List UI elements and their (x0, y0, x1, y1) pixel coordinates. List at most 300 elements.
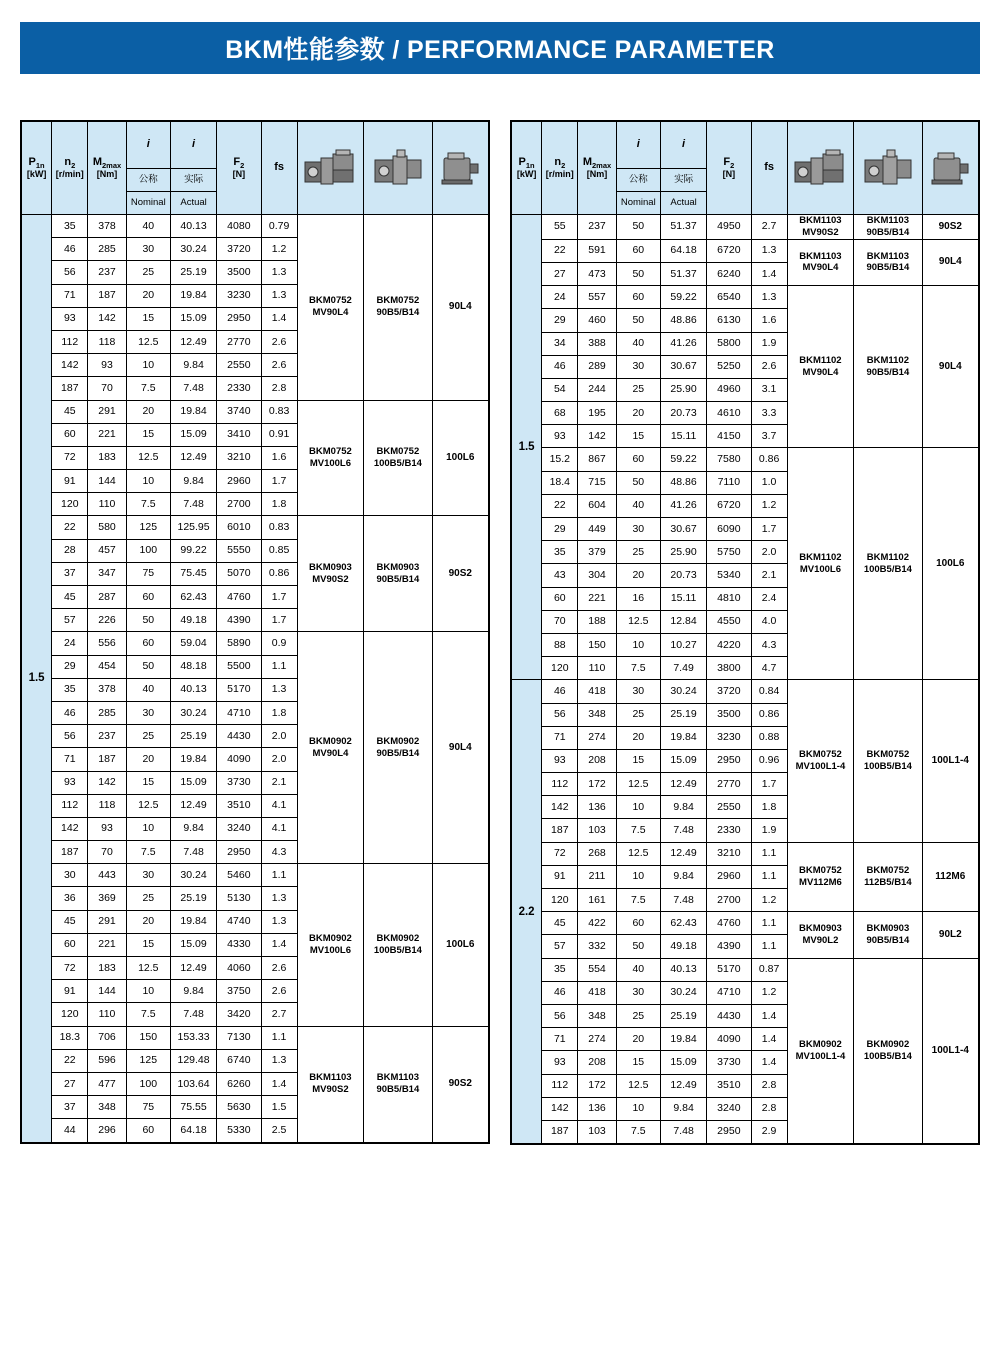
cell-i-actual: 30.24 (170, 864, 216, 887)
cell-m2max: 460 (578, 309, 616, 332)
cell-m2max: 118 (88, 794, 126, 817)
cell-n2: 120 (542, 657, 578, 680)
cell-motor-size: 90L4 (922, 239, 978, 285)
cell-motor-size: 112M6 (922, 842, 978, 912)
cell-n2: 112 (52, 794, 88, 817)
cell-f2: 2960 (217, 470, 261, 493)
cell-pin: 2.2 (512, 680, 542, 1144)
cell-m2max: 172 (578, 1074, 616, 1097)
cell-f2: 2330 (217, 377, 261, 400)
cell-n2: 60 (52, 933, 88, 956)
cell-f2: 6130 (707, 309, 751, 332)
cell-f2: 3500 (707, 703, 751, 726)
cell-i-nominal: 25 (126, 887, 170, 910)
cell-i-actual: 19.84 (170, 284, 216, 307)
cell-n2: 45 (52, 910, 88, 933)
cell-pin: 1.5 (512, 215, 542, 680)
cell-fs: 1.1 (751, 935, 787, 958)
cell-i-nominal: 7.5 (616, 1120, 660, 1143)
cell-m2max: 237 (578, 215, 616, 240)
cell-model-flange: BKM1102 90B5/B14 (854, 286, 922, 448)
cell-i-actual: 25.90 (660, 541, 706, 564)
cell-n2: 18.3 (52, 1026, 88, 1049)
cell-fs: 1.2 (751, 889, 787, 912)
cell-n2: 72 (542, 842, 578, 865)
cell-i-nominal: 25 (126, 261, 170, 284)
cell-i-nominal: 12.5 (126, 446, 170, 469)
cell-i-nominal: 7.5 (126, 377, 170, 400)
cell-n2: 46 (542, 680, 578, 703)
n2-unit: [r/min] (55, 168, 84, 179)
table-row (512, 239, 979, 262)
cell-i-nominal: 25 (616, 703, 660, 726)
cell-i-nominal: 30 (616, 680, 660, 703)
cell-i-actual: 12.49 (170, 957, 216, 980)
cell-n2: 56 (52, 725, 88, 748)
cell-n2: 187 (542, 1120, 578, 1143)
cell-f2: 5500 (217, 655, 261, 678)
cell-n2: 57 (542, 935, 578, 958)
cell-f2: 5170 (217, 678, 261, 701)
cell-i-nominal: 40 (126, 678, 170, 701)
table-row (22, 864, 489, 887)
gearbox-flange-icon (854, 122, 922, 215)
cell-i-nominal: 7.5 (126, 841, 170, 864)
cell-n2: 142 (542, 1097, 578, 1120)
cell-i-actual: 7.49 (660, 657, 706, 680)
cell-fs: 1.7 (261, 470, 297, 493)
cell-i-actual: 48.86 (660, 309, 706, 332)
cell-m2max: 161 (578, 889, 616, 912)
cell-model-flange: BKM1103 90B5/B14 (854, 239, 922, 285)
cell-n2: 71 (52, 284, 88, 307)
cell-f2: 4810 (707, 587, 751, 610)
cell-i-nominal: 15 (616, 425, 660, 448)
cell-fs: 0.85 (261, 539, 297, 562)
cell-f2: 3510 (707, 1074, 751, 1097)
cell-m2max: 110 (88, 493, 126, 516)
cell-f2: 5800 (707, 332, 751, 355)
cell-i-actual: 20.73 (660, 402, 706, 425)
cell-n2: 55 (542, 215, 578, 240)
cell-m2max: 183 (88, 957, 126, 980)
cell-n2: 18.4 (542, 471, 578, 494)
cell-i-actual: 25.19 (170, 261, 216, 284)
col-header-pin: $P_{1n}$ [kW] (512, 122, 542, 215)
cell-n2: 68 (542, 402, 578, 425)
cell-f2: 4090 (217, 748, 261, 771)
cell-motor-size: 90L2 (922, 912, 978, 958)
cell-i-nominal: 15 (616, 749, 660, 772)
cell-model-motor: BKM0752 MV100L1-4 (787, 680, 853, 842)
cell-fs: 2.8 (751, 1097, 787, 1120)
cell-f2: 5460 (217, 864, 261, 887)
cell-i-actual: 40.13 (170, 678, 216, 701)
cell-m2max: 136 (578, 1097, 616, 1120)
cell-i-nominal: 25 (126, 725, 170, 748)
col-header-i-nominal-cn: 公称 (616, 169, 660, 192)
cell-i-actual: 20.73 (660, 564, 706, 587)
cell-fs: 2.6 (261, 354, 297, 377)
cell-m2max: 103 (578, 1120, 616, 1143)
cell-f2: 4220 (707, 633, 751, 656)
cell-model-flange: BKM1103 90B5/B14 (854, 215, 922, 240)
cell-fs: 2.0 (261, 725, 297, 748)
cell-f2: 2770 (707, 773, 751, 796)
cell-f2: 3510 (217, 794, 261, 817)
cell-fs: 1.3 (751, 239, 787, 262)
cell-model-flange: BKM0902 100B5/B14 (854, 958, 922, 1144)
cell-i-nominal: 20 (126, 400, 170, 423)
cell-fs: 1.3 (261, 910, 297, 933)
cell-i-actual: 30.24 (170, 701, 216, 724)
cell-m2max: 285 (88, 701, 126, 724)
col-header-fs (751, 122, 787, 215)
table-row (512, 680, 979, 703)
cell-m2max: 348 (578, 703, 616, 726)
cell-i-nominal: 20 (126, 748, 170, 771)
cell-n2: 37 (52, 562, 88, 585)
cell-i-nominal: 25 (616, 378, 660, 401)
pin-unit: [kW] (26, 168, 47, 179)
cell-m2max: 457 (88, 539, 126, 562)
cell-fs: 1.3 (261, 261, 297, 284)
col-header-pin: $P_{1n}$ [kW] (22, 122, 52, 215)
cell-m2max: 93 (88, 817, 126, 840)
table-row (512, 215, 979, 240)
cell-i-actual: 30.24 (660, 981, 706, 1004)
cell-f2: 5250 (707, 355, 751, 378)
cell-m2max: 142 (578, 425, 616, 448)
cell-f2: 4740 (217, 910, 261, 933)
cell-i-nominal: 60 (616, 239, 660, 262)
cell-fs: 1.7 (261, 609, 297, 632)
cell-i-actual: 12.49 (660, 1074, 706, 1097)
col-header-i-nominal-en: Nominal (126, 192, 170, 215)
cell-i-nominal: 7.5 (616, 657, 660, 680)
cell-i-actual: 12.84 (660, 610, 706, 633)
col-header-i-actual-cn: 实际 (660, 169, 706, 192)
cell-model-motor: BKM0903 MV90L2 (787, 912, 853, 958)
cell-i-actual: 9.84 (170, 980, 216, 1003)
cell-m2max: 347 (88, 562, 126, 585)
cell-n2: 91 (52, 980, 88, 1003)
cell-m2max: 221 (88, 933, 126, 956)
cell-n2: 60 (542, 587, 578, 610)
cell-m2max: 110 (578, 657, 616, 680)
cell-n2: 71 (542, 1028, 578, 1051)
cell-i-nominal: 12.5 (616, 773, 660, 796)
cell-i-nominal: 20 (126, 284, 170, 307)
cell-m2max: 304 (578, 564, 616, 587)
cell-fs: 1.4 (261, 1072, 297, 1095)
cell-n2: 22 (542, 239, 578, 262)
cell-i-actual: 9.84 (660, 796, 706, 819)
cell-motor-size: 90L4 (432, 632, 488, 864)
cell-fs: 1.8 (751, 796, 787, 819)
cell-model-flange: BKM0752 100B5/B14 (364, 400, 432, 516)
cell-fs: 1.6 (261, 446, 297, 469)
col-header-m2max: $M_{2max}$ [Nm] (88, 122, 126, 215)
cell-n2: 35 (542, 541, 578, 564)
cell-fs: 1.4 (751, 262, 787, 285)
cell-model-flange: BKM0752 100B5/B14 (854, 680, 922, 842)
cell-i-actual: 9.84 (170, 817, 216, 840)
cell-m2max: 418 (578, 981, 616, 1004)
cell-i-nominal: 7.5 (616, 889, 660, 912)
cell-fs: 1.1 (751, 912, 787, 935)
cell-motor-size: 100L1-4 (922, 680, 978, 842)
cell-i-nominal: 40 (616, 494, 660, 517)
table-row (512, 286, 979, 309)
cell-n2: 142 (52, 354, 88, 377)
n2-sub-r: 2 (561, 160, 566, 170)
cell-m2max: 172 (578, 773, 616, 796)
cell-f2: 2550 (217, 354, 261, 377)
cell-fs: 1.3 (261, 1049, 297, 1072)
cell-fs: 0.91 (261, 423, 297, 446)
cell-i-nominal: 10 (126, 470, 170, 493)
cell-fs: 2.1 (751, 564, 787, 587)
cell-i-actual: 59.22 (660, 448, 706, 471)
cell-f2: 3740 (217, 400, 261, 423)
cell-m2max: 418 (578, 680, 616, 703)
cell-m2max: 208 (578, 1051, 616, 1074)
cell-m2max: 596 (88, 1049, 126, 1072)
cell-fs: 0.96 (751, 749, 787, 772)
cell-i-actual: 30.24 (660, 680, 706, 703)
f2-unit-r: [N] (722, 168, 736, 179)
table-body-right (512, 215, 979, 1144)
cell-n2: 35 (542, 958, 578, 981)
cell-i-nominal: 12.5 (126, 957, 170, 980)
cell-n2: 46 (52, 238, 88, 261)
cell-fs: 0.86 (751, 448, 787, 471)
cell-f2: 2950 (707, 749, 751, 772)
cell-n2: 27 (52, 1072, 88, 1095)
cell-m2max: 103 (578, 819, 616, 842)
cell-i-actual: 15.09 (660, 749, 706, 772)
cell-n2: 72 (52, 957, 88, 980)
cell-i-actual: 125.95 (170, 516, 216, 539)
cell-fs: 4.1 (261, 794, 297, 817)
cell-i-nominal: 30 (616, 518, 660, 541)
cell-fs: 2.0 (261, 748, 297, 771)
cell-i-actual: 30.67 (660, 355, 706, 378)
cell-m2max: 289 (578, 355, 616, 378)
cell-fs: 2.6 (261, 957, 297, 980)
cell-i-nominal: 10 (126, 817, 170, 840)
cell-i-nominal: 50 (616, 309, 660, 332)
cell-f2: 4390 (217, 609, 261, 632)
table-row (512, 958, 979, 981)
cell-m2max: 237 (88, 725, 126, 748)
cell-n2: 120 (542, 889, 578, 912)
cell-f2: 5550 (217, 539, 261, 562)
cell-model-flange: BKM1102 100B5/B14 (854, 448, 922, 680)
cell-n2: 93 (52, 307, 88, 330)
cell-n2: 112 (52, 330, 88, 353)
cell-f2: 3720 (707, 680, 751, 703)
cell-f2: 2960 (707, 865, 751, 888)
performance-table-left (20, 120, 490, 1144)
cell-motor-size: 90S2 (922, 215, 978, 240)
cell-n2: 60 (52, 423, 88, 446)
cell-fs: 1.3 (261, 678, 297, 701)
cell-i-nominal: 12.5 (616, 610, 660, 633)
cell-fs: 2.7 (751, 215, 787, 240)
cell-i-actual: 59.22 (660, 286, 706, 309)
cell-fs: 1.7 (751, 773, 787, 796)
cell-n2: 54 (542, 378, 578, 401)
cell-i-actual: 40.13 (660, 958, 706, 981)
cell-i-actual: 25.19 (170, 725, 216, 748)
cell-m2max: 296 (88, 1119, 126, 1142)
cell-m2max: 449 (578, 518, 616, 541)
cell-m2max: 580 (88, 516, 126, 539)
cell-fs: 2.7 (261, 1003, 297, 1026)
cell-f2: 3230 (707, 726, 751, 749)
cell-f2: 4060 (217, 957, 261, 980)
cell-i-actual: 15.09 (170, 423, 216, 446)
cell-m2max: 291 (88, 910, 126, 933)
n2-unit-r: [r/min] (545, 168, 574, 179)
cell-fs: 1.1 (261, 655, 297, 678)
cell-m2max: 591 (578, 239, 616, 262)
cell-m2max: 208 (578, 749, 616, 772)
cell-f2: 2700 (217, 493, 261, 516)
cell-i-nominal: 15 (126, 423, 170, 446)
cell-i-nominal: 15 (616, 1051, 660, 1074)
cell-fs: 2.8 (261, 377, 297, 400)
cell-fs: 0.79 (261, 215, 297, 238)
cell-i-actual: 12.49 (170, 330, 216, 353)
cell-f2: 5750 (707, 541, 751, 564)
cell-fs: 1.9 (751, 332, 787, 355)
col-header-i-nominal-cn: 公称 (126, 169, 170, 192)
fs-symbol-r: fs (764, 161, 774, 174)
cell-fs: 0.87 (751, 958, 787, 981)
cell-fs: 1.0 (751, 471, 787, 494)
cell-i-actual: 75.55 (170, 1096, 216, 1119)
cell-m2max: 187 (88, 284, 126, 307)
cell-i-nominal: 12.5 (126, 330, 170, 353)
cell-f2: 5170 (707, 958, 751, 981)
cell-i-nominal: 10 (616, 796, 660, 819)
cell-motor-size: 100L6 (432, 400, 488, 516)
cell-f2: 6720 (707, 494, 751, 517)
cell-f2: 5890 (217, 632, 261, 655)
cell-i-nominal: 16 (616, 587, 660, 610)
perf-table-left (21, 121, 489, 1143)
cell-n2: 56 (542, 1004, 578, 1027)
cell-i-nominal: 12.5 (616, 842, 660, 865)
cell-i-nominal: 10 (126, 980, 170, 1003)
cell-i-nominal: 30 (616, 981, 660, 1004)
cell-i-nominal: 15 (126, 933, 170, 956)
cell-i-nominal: 40 (126, 215, 170, 238)
cell-fs: 1.4 (751, 1004, 787, 1027)
cell-i-actual: 25.19 (660, 703, 706, 726)
cell-i-nominal: 60 (126, 632, 170, 655)
cell-n2: 88 (542, 633, 578, 656)
cell-fs: 0.83 (261, 400, 297, 423)
cell-model-motor: BKM0752 MV112M6 (787, 842, 853, 912)
cell-i-actual: 9.84 (660, 865, 706, 888)
cell-model-motor: BKM0902 MV100L1-4 (787, 958, 853, 1144)
cell-f2: 2700 (707, 889, 751, 912)
cell-model-motor: BKM0752 MV100L6 (297, 400, 363, 516)
col-header-i-actual-symbol: i (170, 122, 216, 169)
cell-m2max: 378 (88, 678, 126, 701)
cell-f2: 4550 (707, 610, 751, 633)
cell-n2: 120 (52, 1003, 88, 1026)
pin-sub-r: 1n (525, 160, 535, 170)
col-header-i-nominal-en: Nominal (616, 192, 660, 215)
cell-fs: 2.6 (751, 355, 787, 378)
cell-i-nominal: 20 (616, 402, 660, 425)
cell-i-nominal: 25 (616, 541, 660, 564)
cell-m2max: 93 (88, 354, 126, 377)
cell-i-nominal: 30 (616, 355, 660, 378)
cell-model-motor: BKM0752 MV90L4 (297, 215, 363, 401)
cell-i-actual: 7.48 (170, 493, 216, 516)
cell-f2: 2950 (707, 1120, 751, 1143)
cell-fs: 2.0 (751, 541, 787, 564)
cell-i-nominal: 150 (126, 1026, 170, 1049)
cell-fs: 3.3 (751, 402, 787, 425)
gearbox-motor-icon (297, 122, 363, 215)
cell-i-nominal: 60 (616, 448, 660, 471)
cell-f2: 3730 (707, 1051, 751, 1074)
cell-fs: 1.2 (261, 238, 297, 261)
cell-i-nominal: 20 (616, 726, 660, 749)
col-header-i-actual-en: Actual (170, 192, 216, 215)
motor-icon (432, 122, 488, 215)
cell-m2max: 70 (88, 841, 126, 864)
m2-unit-r: [Nm] (586, 168, 608, 179)
cell-i-nominal: 7.5 (616, 819, 660, 842)
cell-fs: 1.7 (751, 518, 787, 541)
cell-model-flange: BKM0902 90B5/B14 (364, 632, 432, 864)
cell-f2: 7580 (707, 448, 751, 471)
cell-model-flange: BKM0903 90B5/B14 (854, 912, 922, 958)
cell-fs: 3.1 (751, 378, 787, 401)
cell-m2max: 378 (88, 215, 126, 238)
cell-i-actual: 19.84 (170, 748, 216, 771)
cell-fs: 4.0 (751, 610, 787, 633)
cell-f2: 3210 (217, 446, 261, 469)
cell-fs: 1.1 (261, 864, 297, 887)
cell-m2max: 183 (88, 446, 126, 469)
cell-i-actual: 48.86 (660, 471, 706, 494)
cell-i-actual: 12.49 (660, 773, 706, 796)
page-title-bar (20, 22, 980, 74)
cell-i-nominal: 7.5 (126, 1003, 170, 1026)
cell-f2: 5630 (217, 1096, 261, 1119)
cell-f2: 3730 (217, 771, 261, 794)
cell-n2: 72 (52, 446, 88, 469)
cell-i-nominal: 20 (616, 564, 660, 587)
cell-f2: 5130 (217, 887, 261, 910)
f2-sub: 2 (240, 160, 245, 170)
cell-n2: 35 (52, 215, 88, 238)
pin-unit-r: [kW] (516, 168, 537, 179)
cell-m2max: 110 (88, 1003, 126, 1026)
cell-n2: 93 (542, 1051, 578, 1074)
cell-i-actual: 41.26 (660, 332, 706, 355)
cell-f2: 6260 (217, 1072, 261, 1095)
